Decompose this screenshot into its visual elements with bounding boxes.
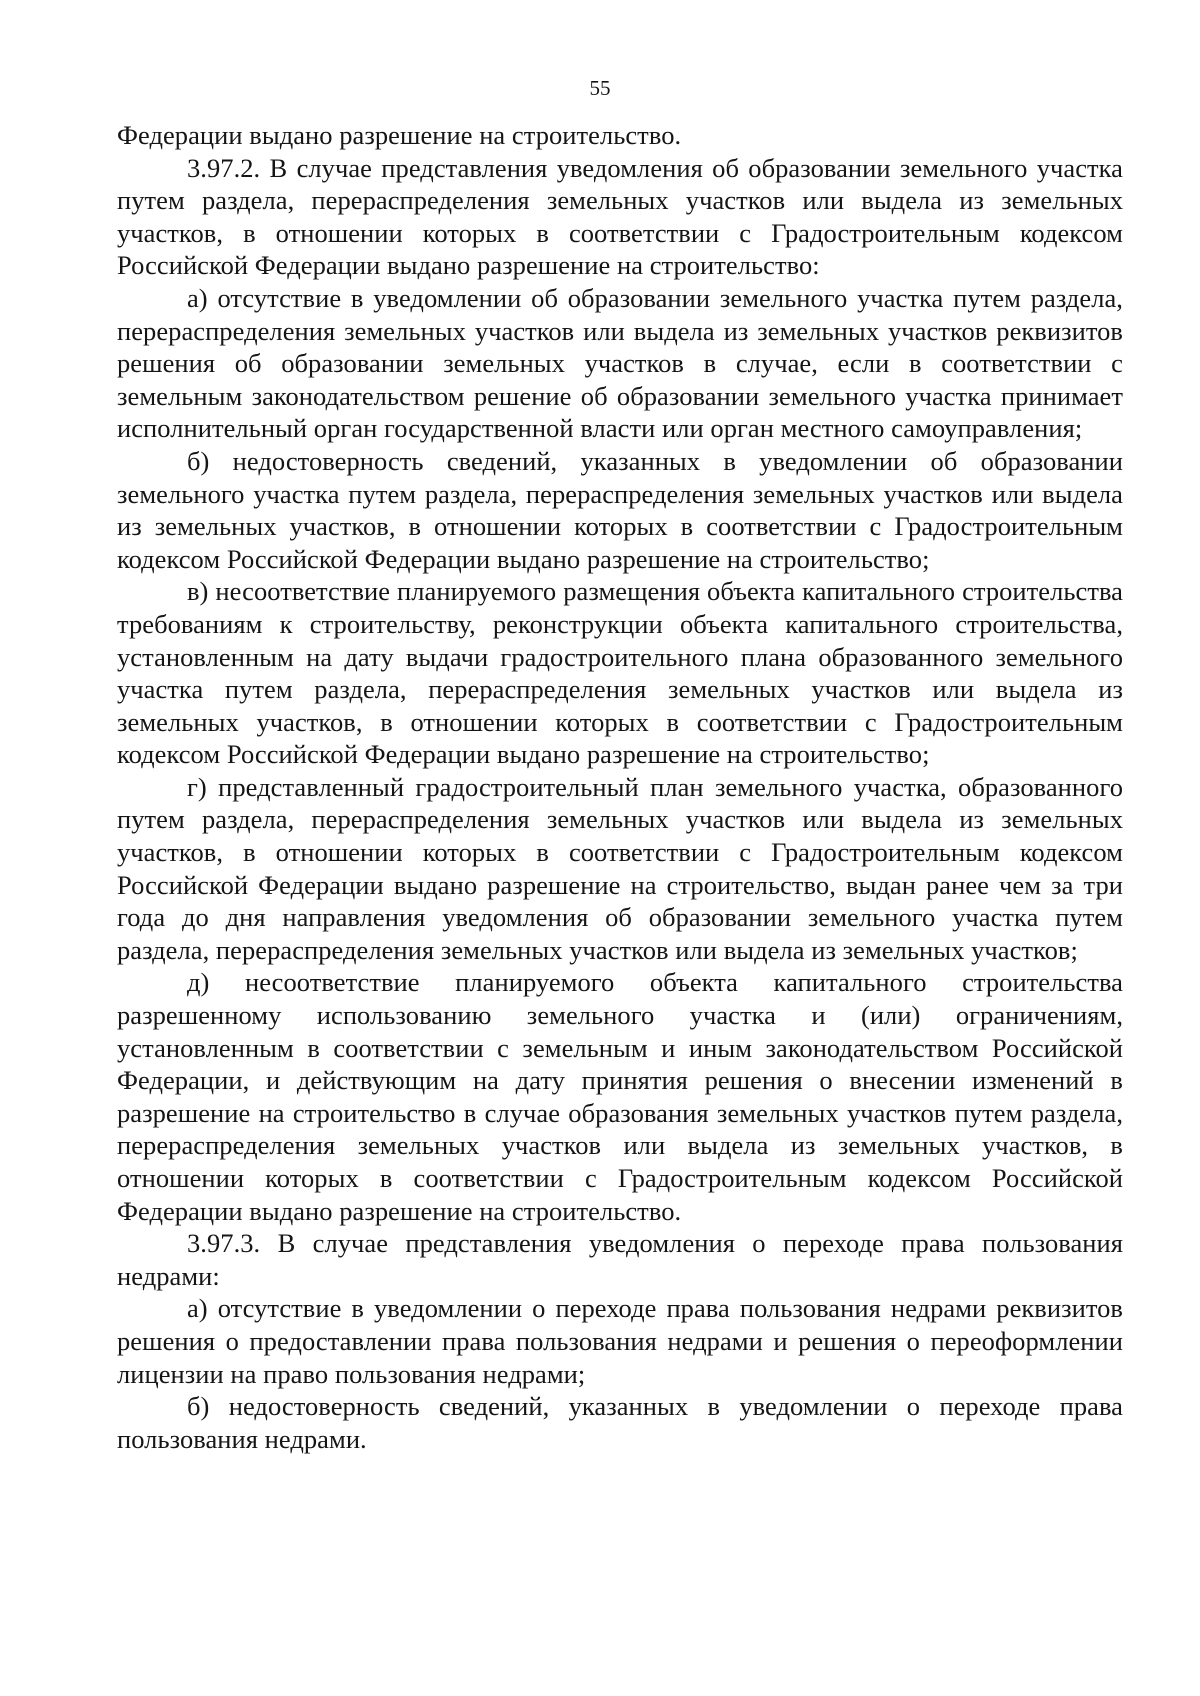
paragraph-continuation: Федерации выдано разрешение на строительство.	[117, 120, 682, 150]
paragraph-item-b: б) недостоверность сведений, указанных в уведомлении об образовании земельного участка путем раздела, перераспределения земельных участков или выдела из земельных участков, в отношении которых в соответствии с Градостроительным кодексом Российской Федерации выдано разрешение на строительство;	[117, 445, 1123, 574]
paragraph-item-v: в) несоответствие планируемого размещения объекта капитального строительства требованиям к строительству, реконструкции объекта капитального строительства, установленным на дату выдачи градостроительного плана образованного земельного участка путем раздела, перераспределения земельных участков или выдела из земельных участков, в отношении которых в соответствии с Градостроительным кодексом Российской Федерации выдано разрешение на строительство;	[117, 576, 1123, 770]
paragraph-item-a-nedra: а) отсутствие в уведомлении о переходе права пользования недрами реквизитов решения о предоставлении права пользования недрами и решения о переоформлении лицензии на право пользования недрами;	[117, 1293, 1123, 1389]
paragraph-item-a: а) отсутствие в уведомлении об образовании земельного участка путем раздела, перераспределения земельных участков или выдела из земельных участков реквизитов решения об образовании земельных участков в случае, если в соответствии с земельным законодательством решение об образовании земельного участка принимает исполнительный орган государственной власти или орган местного самоуправления;	[117, 282, 1123, 444]
paragraph-item-d: д) несоответствие планируемого объекта капитального строительства разрешенному использованию земельного участка и (или) ограничениям, установленным в соответствии с земельным и иным законодательством Российской Федерации, и действующим на дату принятия решения о внесении изменений в разрешение на строительство в случае образования земельных участков путем раздела, перераспределения земельных участков или выдела из земельных участков, в отношении которых в соответствии с Градостроительным кодексом Российской Федерации выдано разрешение на строительство.	[117, 967, 1123, 1226]
paragraph-3-97-3: 3.97.3. В случае представления уведомления о переходе права пользования недрами:	[117, 1228, 1123, 1291]
page-number: 55	[589, 76, 611, 100]
document-body	[117, 119, 1123, 1455]
paragraph-item-b-nedra: б) недостоверность сведений, указанных в уведомлении о переходе права пользования недрами.	[117, 1391, 1123, 1454]
paragraph-item-g: г) представленный градостроительный план земельного участка, образованного путем раздела, перераспределения земельных участков или выдела из земельных участков, в отношении которых в соответствии с Градостроительным кодексом Российской Федерации выдано разрешение на строительство, выдан ранее чем за три года до дня направления уведомления об образовании земельного участка путем раздела, перераспределения земельных участков или выдела из земельных участков;	[117, 771, 1123, 965]
paragraph-3-97-2: 3.97.2. В случае представления уведомления об образовании земельного участка путем раздела, перераспределения земельных участков или выдела из земельных участков, в отношении которых в соответствии с Градостроительным кодексом Российской Федерации выдано разрешение на строительство:	[117, 152, 1123, 281]
